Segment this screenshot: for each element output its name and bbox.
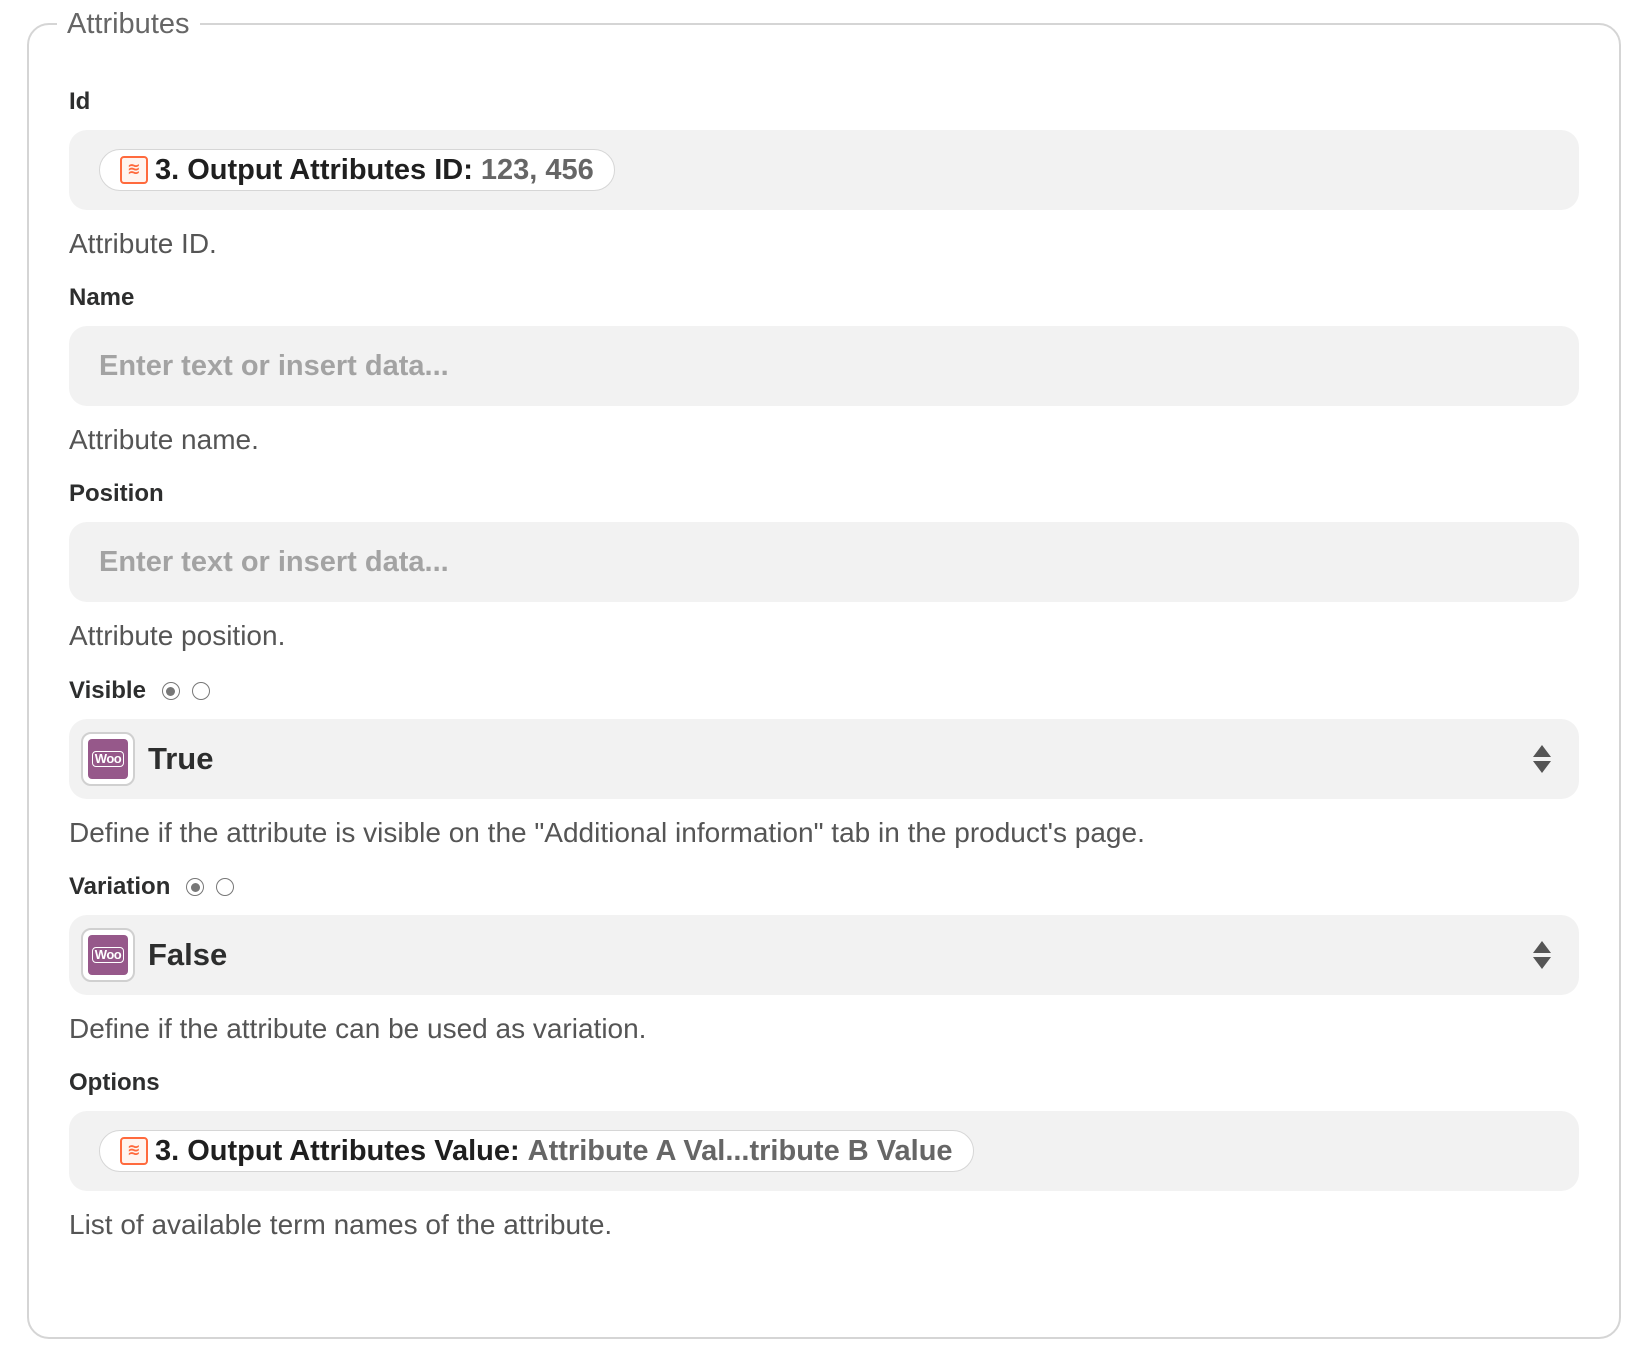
position-help: Attribute position. bbox=[69, 620, 286, 651]
updown-chevron-icon bbox=[1533, 941, 1551, 969]
name-placeholder: Enter text or insert data... bbox=[99, 349, 449, 382]
variation-label: Variation bbox=[69, 873, 171, 900]
field-visible bbox=[69, 675, 1579, 849]
id-pill-key: 3. Output Attributes ID: bbox=[155, 153, 473, 186]
visible-app-icon-frame bbox=[81, 732, 135, 786]
position-input[interactable] bbox=[69, 522, 1579, 602]
options-pill-key: 3. Output Attributes Value: bbox=[155, 1134, 520, 1167]
field-options bbox=[69, 1067, 1579, 1241]
woocommerce-icon: Woo bbox=[88, 935, 128, 975]
id-input[interactable] bbox=[69, 130, 1579, 210]
field-variation bbox=[69, 871, 1579, 1045]
field-id bbox=[69, 86, 1579, 260]
visible-select[interactable] bbox=[69, 719, 1579, 799]
position-label: Position bbox=[69, 480, 164, 507]
id-help: Attribute ID. bbox=[69, 228, 217, 259]
variation-app-icon-frame bbox=[81, 928, 135, 982]
variation-mode-radio-select[interactable] bbox=[186, 878, 204, 896]
id-label: Id bbox=[69, 88, 91, 115]
field-position bbox=[69, 478, 1579, 652]
updown-chevron-icon bbox=[1533, 745, 1551, 773]
options-data-pill[interactable] bbox=[99, 1130, 974, 1172]
visible-selected-value: True bbox=[148, 741, 214, 776]
attributes-fieldset bbox=[27, 8, 1621, 1339]
visible-label: Visible bbox=[69, 677, 146, 704]
variation-mode-toggle bbox=[186, 878, 234, 896]
variation-selected-value: False bbox=[148, 937, 228, 972]
visible-mode-radio-custom[interactable] bbox=[192, 682, 210, 700]
attributes-legend: Attributes bbox=[67, 8, 190, 40]
field-name bbox=[69, 282, 1579, 456]
visible-mode-radio-select[interactable] bbox=[162, 682, 180, 700]
visible-help: Define if the attribute is visible on the "Additional information" tab in the product's page. bbox=[69, 817, 1145, 848]
position-placeholder: Enter text or insert data... bbox=[99, 545, 449, 578]
name-input[interactable] bbox=[69, 326, 1579, 406]
name-help: Attribute name. bbox=[69, 424, 259, 455]
id-pill-value: 123, 456 bbox=[480, 153, 594, 186]
options-label: Options bbox=[69, 1069, 160, 1096]
variation-select[interactable] bbox=[69, 915, 1579, 995]
id-data-pill[interactable] bbox=[99, 149, 615, 191]
options-pill-value: Attribute A Val...tribute B Value bbox=[527, 1134, 953, 1167]
visible-mode-toggle bbox=[162, 682, 210, 700]
lines-icon: ≋ bbox=[120, 156, 148, 184]
name-label: Name bbox=[69, 284, 135, 311]
variation-help: Define if the attribute can be used as variation. bbox=[69, 1013, 647, 1044]
options-input[interactable] bbox=[69, 1111, 1579, 1191]
woocommerce-icon: Woo bbox=[88, 739, 128, 779]
options-help: List of available term names of the attribute. bbox=[69, 1209, 613, 1240]
variation-mode-radio-custom[interactable] bbox=[216, 878, 234, 896]
lines-icon: ≋ bbox=[120, 1137, 148, 1165]
